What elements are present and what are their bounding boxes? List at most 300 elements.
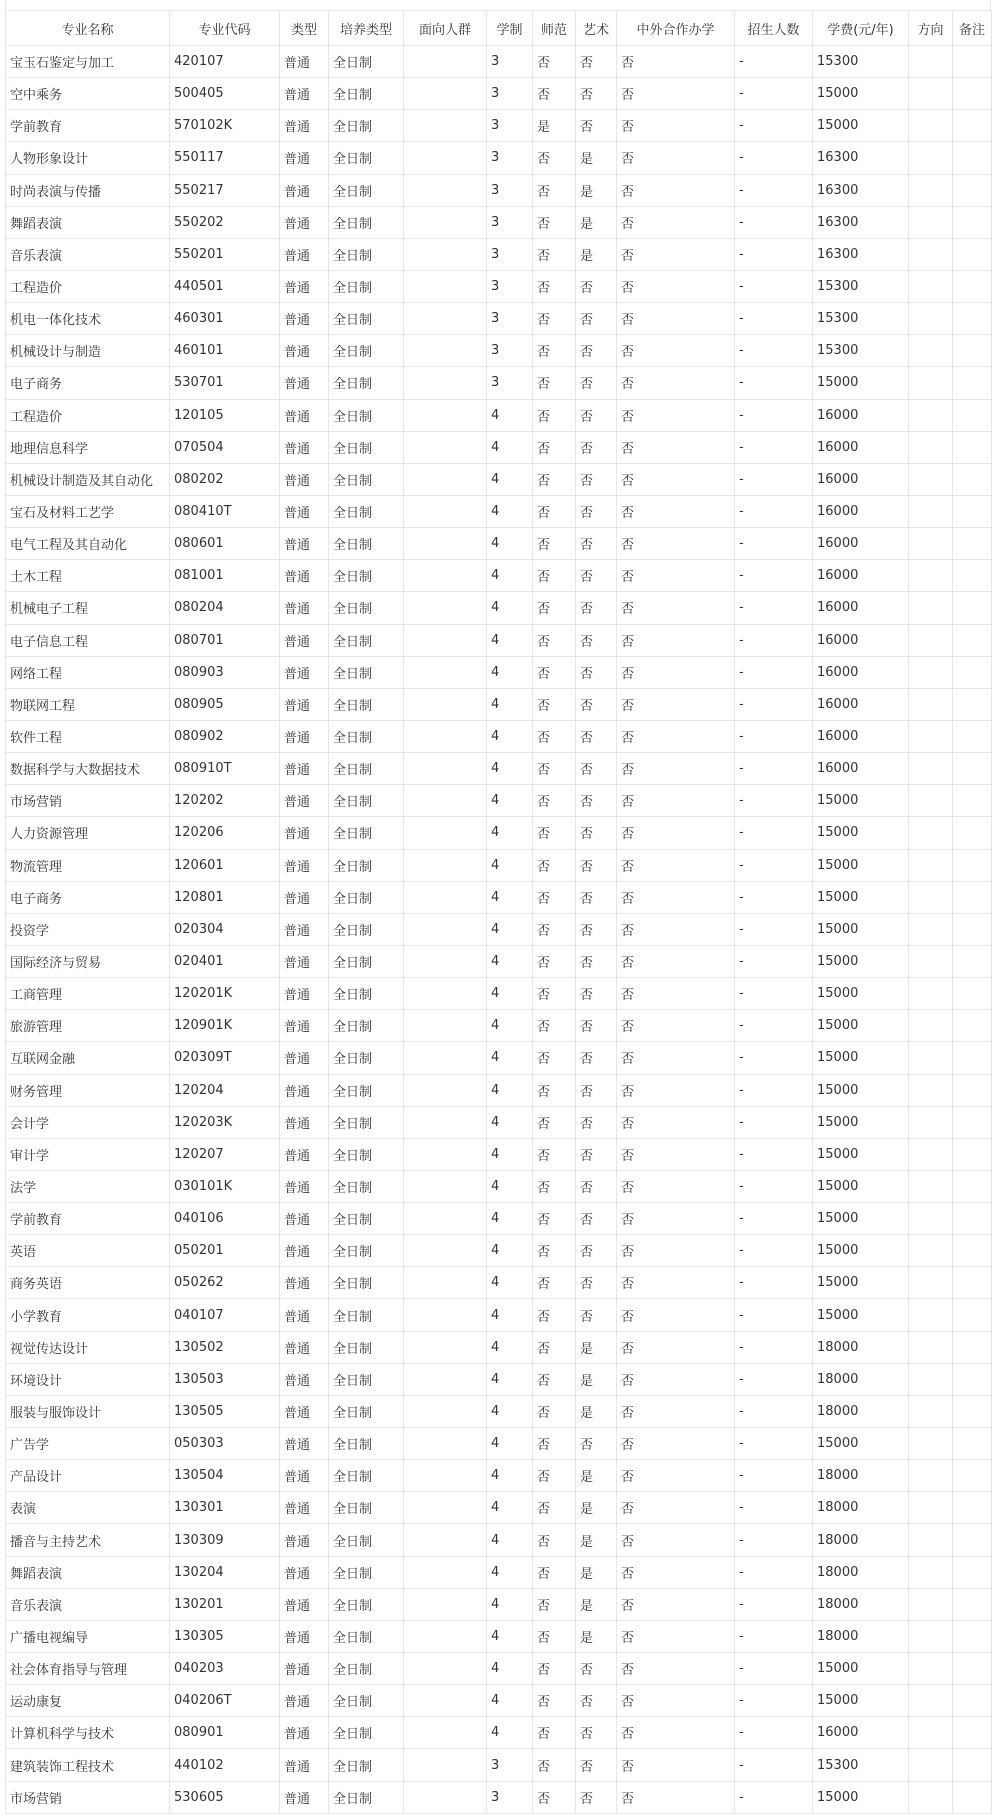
cell-col-tuition: 15000 [813,1428,909,1460]
cell-col-tuition: 15000 [813,1042,909,1074]
cell-col-remarks [953,1363,992,1395]
cell-col-art: 是 [576,1524,617,1556]
cell-col-enrollment: - [735,817,813,849]
cell-col-type: 普通 [280,110,329,142]
cell-col-training-type: 全日制 [329,335,404,367]
cell-col-major-name: 土木工程 [6,560,170,592]
cell-col-major-name: 小学教育 [6,1299,170,1331]
cell-col-tuition: 15000 [813,913,909,945]
cell-col-training-type: 全日制 [329,528,404,560]
cell-col-target-group [404,238,487,270]
cell-col-type: 普通 [280,1492,329,1524]
cell-col-direction [909,592,953,624]
cell-col-direction [909,945,953,977]
table-row [6,528,992,560]
cell-col-tuition: 15300 [813,303,909,335]
cell-col-enrollment: - [735,592,813,624]
cell-col-normal: 否 [533,913,576,945]
cell-col-major-code: 080902 [170,720,280,752]
cell-col-enrollment: - [735,495,813,527]
table-row [6,1653,992,1685]
cell-col-joint-program: 否 [617,303,735,335]
cell-col-direction [909,560,953,592]
cell-col-joint-program: 否 [617,367,735,399]
cell-col-art: 是 [576,1588,617,1620]
cell-col-normal: 否 [533,463,576,495]
cell-col-enrollment: - [735,1460,813,1492]
cell-col-major-name: 机械电子工程 [6,592,170,624]
table-row [6,913,992,945]
cell-col-art: 否 [576,110,617,142]
cell-col-direction [909,46,953,78]
cell-col-duration: 4 [487,1524,533,1556]
cell-col-type: 普通 [280,206,329,238]
cell-col-type: 普通 [280,1685,329,1717]
cell-col-target-group [404,1170,487,1202]
cell-col-normal: 否 [533,1267,576,1299]
cell-col-training-type: 全日制 [329,303,404,335]
cell-col-type: 普通 [280,849,329,881]
cell-col-duration: 3 [487,110,533,142]
cell-col-type: 普通 [280,688,329,720]
cell-col-tuition: 15000 [813,367,909,399]
cell-col-training-type: 全日制 [329,1428,404,1460]
cell-col-joint-program: 否 [617,624,735,656]
cell-col-joint-program: 否 [617,1588,735,1620]
cell-col-tuition: 15000 [813,1267,909,1299]
cell-col-tuition: 16000 [813,495,909,527]
cell-col-normal: 否 [533,1074,576,1106]
cell-col-direction [909,913,953,945]
cell-col-major-code: 130309 [170,1524,280,1556]
cell-col-training-type: 全日制 [329,367,404,399]
cell-col-enrollment: - [735,1267,813,1299]
cell-col-direction [909,1524,953,1556]
cell-col-joint-program: 否 [617,1138,735,1170]
cell-col-tuition: 15000 [813,1010,909,1042]
cell-col-tuition: 16000 [813,463,909,495]
cell-col-tuition: 16300 [813,142,909,174]
cell-col-training-type: 全日制 [329,945,404,977]
cell-col-art: 是 [576,1460,617,1492]
cell-col-joint-program: 否 [617,1042,735,1074]
cell-col-tuition: 16300 [813,174,909,206]
cell-col-duration: 4 [487,1235,533,1267]
cell-col-enrollment: - [735,1363,813,1395]
cell-col-normal: 否 [533,1781,576,1813]
cell-col-art: 否 [576,945,617,977]
cell-col-duration: 4 [487,1299,533,1331]
cell-col-target-group [404,1749,487,1781]
cell-col-duration: 3 [487,1781,533,1813]
cell-col-normal: 否 [533,1138,576,1170]
cell-col-training-type: 全日制 [329,1524,404,1556]
table-row [6,303,992,335]
cell-col-direction [909,1717,953,1749]
cell-col-normal: 否 [533,978,576,1010]
cell-col-art: 否 [576,528,617,560]
cell-col-enrollment: - [735,560,813,592]
cell-col-remarks [953,1331,992,1363]
cell-col-tuition: 16000 [813,1717,909,1749]
cell-col-normal: 是 [533,110,576,142]
cell-col-joint-program: 否 [617,46,735,78]
cell-col-art: 是 [576,1556,617,1588]
cell-col-art: 是 [576,238,617,270]
cell-col-tuition: 16000 [813,431,909,463]
cell-col-direction [909,1749,953,1781]
cell-col-tuition: 15000 [813,1235,909,1267]
cell-col-remarks [953,1138,992,1170]
cell-col-major-code: 070504 [170,431,280,463]
cell-col-target-group [404,849,487,881]
cell-col-tuition: 15300 [813,46,909,78]
cell-col-major-code: 550117 [170,142,280,174]
cell-col-art: 否 [576,1106,617,1138]
cell-col-duration: 4 [487,1106,533,1138]
cell-col-duration: 4 [487,1138,533,1170]
cell-col-enrollment: - [735,1299,813,1331]
table-header [6,11,992,46]
cell-col-major-name: 建筑装饰工程技术 [6,1749,170,1781]
cell-col-target-group [404,688,487,720]
cell-col-normal: 否 [533,495,576,527]
cell-col-type: 普通 [280,913,329,945]
cell-col-major-code: 020309T [170,1042,280,1074]
cell-col-target-group [404,1203,487,1235]
cell-col-art: 否 [576,1138,617,1170]
cell-col-duration: 4 [487,881,533,913]
header-col-joint-program: 中外合作办学 [617,11,735,46]
cell-col-normal: 否 [533,592,576,624]
cell-col-duration: 4 [487,399,533,431]
cell-col-target-group [404,174,487,206]
cell-col-duration: 3 [487,78,533,110]
cell-col-direction [909,110,953,142]
cell-col-art: 否 [576,753,617,785]
cell-col-major-code: 120202 [170,785,280,817]
cell-col-joint-program: 否 [617,1074,735,1106]
cell-col-type: 普通 [280,1106,329,1138]
cell-col-direction [909,881,953,913]
cell-col-direction [909,303,953,335]
cell-col-enrollment: - [735,849,813,881]
header-col-direction: 方向 [909,11,953,46]
cell-col-art: 否 [576,624,617,656]
cell-col-art: 否 [576,1653,617,1685]
cell-col-major-code: 130504 [170,1460,280,1492]
table-row [6,1042,992,1074]
cell-col-target-group [404,560,487,592]
cell-col-tuition: 18000 [813,1492,909,1524]
header-row [6,11,992,46]
cell-col-target-group [404,817,487,849]
cell-col-joint-program: 否 [617,463,735,495]
cell-col-training-type: 全日制 [329,206,404,238]
cell-col-remarks [953,592,992,624]
cell-col-enrollment: - [735,688,813,720]
table-row [6,785,992,817]
cell-col-type: 普通 [280,46,329,78]
table-row [6,1395,992,1427]
table-row [6,1170,992,1202]
cell-col-target-group [404,528,487,560]
cell-col-type: 普通 [280,431,329,463]
cell-col-training-type: 全日制 [329,592,404,624]
cell-col-direction [909,1460,953,1492]
cell-col-art: 否 [576,399,617,431]
cell-col-art: 否 [576,431,617,463]
cell-col-tuition: 15000 [813,1106,909,1138]
cell-col-enrollment: - [735,335,813,367]
cell-col-major-name: 市场营销 [6,785,170,817]
cell-col-enrollment: - [735,720,813,752]
cell-col-type: 普通 [280,1170,329,1202]
cell-col-major-name: 旅游管理 [6,1010,170,1042]
cell-col-type: 普通 [280,1556,329,1588]
cell-col-tuition: 15000 [813,110,909,142]
cell-col-enrollment: - [735,46,813,78]
cell-col-joint-program: 否 [617,335,735,367]
cell-col-remarks [953,110,992,142]
cell-col-major-name: 电子信息工程 [6,624,170,656]
cell-col-major-code: 130505 [170,1395,280,1427]
cell-col-type: 普通 [280,1428,329,1460]
cell-col-remarks [953,753,992,785]
cell-col-major-name: 法学 [6,1170,170,1202]
cell-col-duration: 4 [487,1363,533,1395]
table-row [6,688,992,720]
cell-col-remarks [953,1524,992,1556]
cell-col-art: 否 [576,1267,617,1299]
cell-col-type: 普通 [280,174,329,206]
cell-col-target-group [404,881,487,913]
table-row [6,1428,992,1460]
cell-col-target-group [404,1428,487,1460]
cell-col-enrollment: - [735,978,813,1010]
cell-col-normal: 否 [533,78,576,110]
cell-col-tuition: 18000 [813,1363,909,1395]
table-row [6,1235,992,1267]
cell-col-major-code: 530701 [170,367,280,399]
cell-col-joint-program: 否 [617,1395,735,1427]
table-row [6,656,992,688]
cell-col-art: 否 [576,1074,617,1106]
cell-col-joint-program: 否 [617,1331,735,1363]
cell-col-enrollment: - [735,656,813,688]
cell-col-art: 是 [576,142,617,174]
cell-col-target-group [404,624,487,656]
cell-col-type: 普通 [280,1749,329,1781]
major-table [5,10,992,1814]
cell-col-joint-program: 否 [617,1749,735,1781]
cell-col-enrollment: - [735,1170,813,1202]
cell-col-major-name: 物联网工程 [6,688,170,720]
table-row [6,1524,992,1556]
cell-col-normal: 否 [533,303,576,335]
cell-col-duration: 3 [487,335,533,367]
cell-col-remarks [953,1460,992,1492]
cell-col-duration: 4 [487,1588,533,1620]
cell-col-major-name: 国际经济与贸易 [6,945,170,977]
cell-col-type: 普通 [280,1620,329,1652]
cell-col-major-name: 工商管理 [6,978,170,1010]
table-row [6,1203,992,1235]
cell-col-tuition: 16000 [813,720,909,752]
cell-col-remarks [953,528,992,560]
cell-col-major-code: 080410T [170,495,280,527]
cell-col-joint-program: 否 [617,913,735,945]
cell-col-training-type: 全日制 [329,495,404,527]
table-row [6,720,992,752]
cell-col-training-type: 全日制 [329,110,404,142]
cell-col-enrollment: - [735,367,813,399]
cell-col-normal: 否 [533,1749,576,1781]
table-row [6,1492,992,1524]
cell-col-art: 否 [576,785,617,817]
cell-col-major-name: 时尚表演与传播 [6,174,170,206]
cell-col-training-type: 全日制 [329,1170,404,1202]
cell-col-training-type: 全日制 [329,1138,404,1170]
cell-col-major-code: 120201K [170,978,280,1010]
cell-col-joint-program: 否 [617,1460,735,1492]
cell-col-remarks [953,1556,992,1588]
cell-col-type: 普通 [280,720,329,752]
cell-col-art: 否 [576,688,617,720]
cell-col-normal: 否 [533,720,576,752]
cell-col-enrollment: - [735,881,813,913]
header-col-training-type: 培养类型 [329,11,404,46]
cell-col-training-type: 全日制 [329,1363,404,1395]
cell-col-major-code: 500405 [170,78,280,110]
cell-col-art: 否 [576,849,617,881]
cell-col-major-name: 播音与主持艺术 [6,1524,170,1556]
cell-col-enrollment: - [735,1620,813,1652]
cell-col-duration: 4 [487,817,533,849]
cell-col-major-name: 工程造价 [6,270,170,302]
cell-col-enrollment: - [735,1588,813,1620]
cell-col-direction [909,978,953,1010]
cell-col-direction [909,1042,953,1074]
cell-col-remarks [953,1395,992,1427]
cell-col-direction [909,1363,953,1395]
cell-col-major-name: 市场营销 [6,1781,170,1813]
cell-col-major-name: 音乐表演 [6,238,170,270]
cell-col-joint-program: 否 [617,238,735,270]
cell-col-direction [909,720,953,752]
cell-col-tuition: 16000 [813,624,909,656]
cell-col-normal: 否 [533,688,576,720]
cell-col-major-code: 550217 [170,174,280,206]
table-body [6,46,992,1814]
cell-col-joint-program: 否 [617,110,735,142]
cell-col-direction [909,1106,953,1138]
cell-col-type: 普通 [280,1267,329,1299]
cell-col-normal: 否 [533,431,576,463]
cell-col-major-code: 020401 [170,945,280,977]
cell-col-joint-program: 否 [617,753,735,785]
cell-col-enrollment: - [735,1492,813,1524]
cell-col-normal: 否 [533,1395,576,1427]
cell-col-training-type: 全日制 [329,720,404,752]
header-col-duration: 学制 [487,11,533,46]
cell-col-target-group [404,1331,487,1363]
cell-col-joint-program: 否 [617,1363,735,1395]
cell-col-major-code: 130301 [170,1492,280,1524]
cell-col-major-code: 530605 [170,1781,280,1813]
cell-col-remarks [953,1074,992,1106]
cell-col-normal: 否 [533,399,576,431]
cell-col-major-code: 550201 [170,238,280,270]
cell-col-duration: 4 [487,431,533,463]
table-row [6,1267,992,1299]
cell-col-direction [909,849,953,881]
table-row [6,1331,992,1363]
cell-col-major-code: 120601 [170,849,280,881]
cell-col-enrollment: - [735,1556,813,1588]
cell-col-type: 普通 [280,1588,329,1620]
table-row [6,560,992,592]
cell-col-enrollment: - [735,78,813,110]
cell-col-major-name: 财务管理 [6,1074,170,1106]
cell-col-training-type: 全日制 [329,1717,404,1749]
cell-col-enrollment: - [735,1781,813,1813]
cell-col-joint-program: 否 [617,399,735,431]
cell-col-major-code: 130201 [170,1588,280,1620]
cell-col-tuition: 15000 [813,945,909,977]
cell-col-normal: 否 [533,270,576,302]
cell-col-normal: 否 [533,174,576,206]
cell-col-art: 否 [576,1010,617,1042]
cell-col-type: 普通 [280,560,329,592]
table-row [6,753,992,785]
cell-col-normal: 否 [533,1524,576,1556]
cell-col-duration: 4 [487,1395,533,1427]
cell-col-type: 普通 [280,367,329,399]
cell-col-major-name: 物流管理 [6,849,170,881]
cell-col-remarks [953,1749,992,1781]
cell-col-major-name: 商务英语 [6,1267,170,1299]
cell-col-duration: 4 [487,1685,533,1717]
cell-col-tuition: 15000 [813,1138,909,1170]
cell-col-target-group [404,1235,487,1267]
cell-col-target-group [404,46,487,78]
cell-col-enrollment: - [735,624,813,656]
table-row [6,142,992,174]
cell-col-training-type: 全日制 [329,1556,404,1588]
cell-col-remarks [953,46,992,78]
cell-col-normal: 否 [533,624,576,656]
cell-col-major-code: 080202 [170,463,280,495]
cell-col-remarks [953,1106,992,1138]
cell-col-duration: 4 [487,1170,533,1202]
cell-col-training-type: 全日制 [329,142,404,174]
cell-col-training-type: 全日制 [329,560,404,592]
cell-col-target-group [404,78,487,110]
cell-col-duration: 4 [487,528,533,560]
cell-col-joint-program: 否 [617,174,735,206]
cell-col-duration: 3 [487,174,533,206]
cell-col-training-type: 全日制 [329,463,404,495]
cell-col-duration: 3 [487,206,533,238]
cell-col-joint-program: 否 [617,656,735,688]
cell-col-duration: 3 [487,238,533,270]
cell-col-major-code: 460301 [170,303,280,335]
cell-col-duration: 4 [487,785,533,817]
cell-col-type: 普通 [280,1042,329,1074]
cell-col-joint-program: 否 [617,431,735,463]
cell-col-tuition: 15000 [813,785,909,817]
